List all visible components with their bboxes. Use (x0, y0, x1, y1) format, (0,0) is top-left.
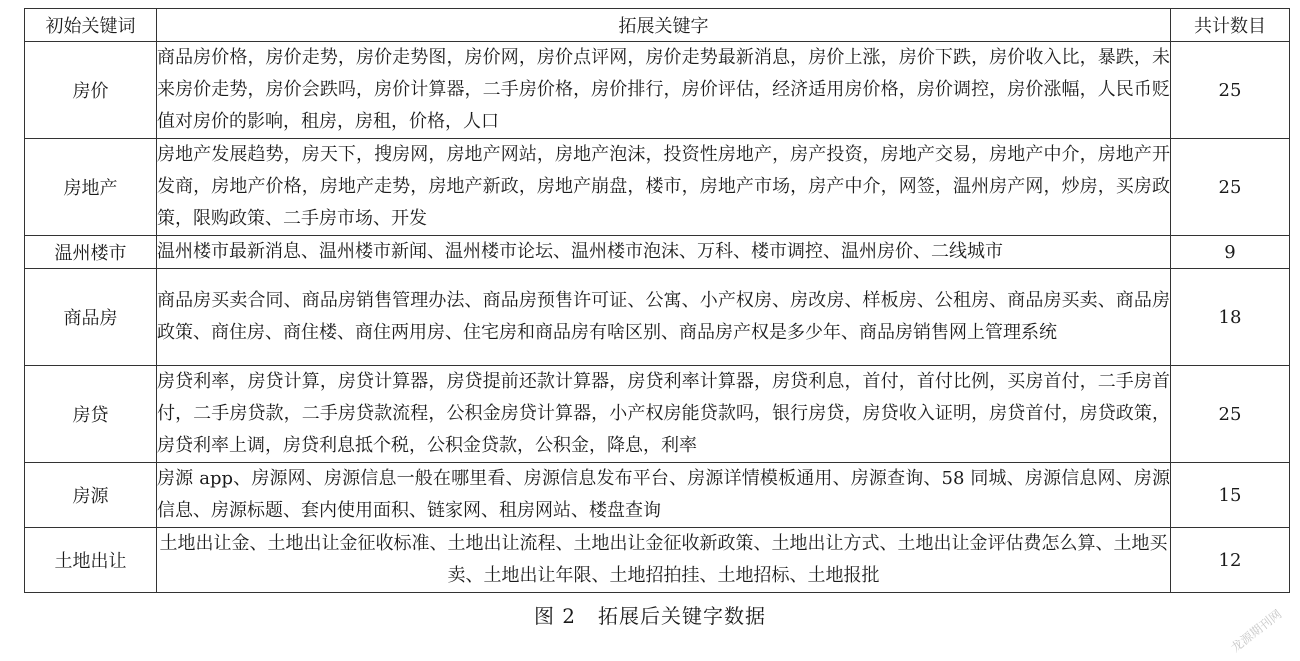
header-initial-keyword: 初始关键词 (25, 9, 157, 42)
figure-caption (0, 600, 1300, 629)
extended-keywords-cell: 土地出让金、土地出让金征收标准、土地出让流程、土地出让金征收新政策、土地出让方式、土地出让金评估费怎么算、土地买卖、土地出让年限、土地招拍挂、土地招标、土地报批 (157, 528, 1171, 593)
count-cell: 12 (1171, 528, 1290, 593)
extended-keywords-cell: 房源 app、房源网、房源信息一般在哪里看、房源信息发布平台、房源详情模板通用、房源查询、58 同城、房源信息网、房源信息、房源标题、套内使用面积、链家网、租房网站、楼盘查询 (157, 463, 1171, 528)
table-row (25, 42, 1290, 139)
table-row (25, 366, 1290, 463)
initial-keyword-cell: 房贷 (25, 366, 157, 463)
initial-keyword-cell: 商品房 (25, 269, 157, 366)
table-row (25, 139, 1290, 236)
initial-keyword-cell: 房价 (25, 42, 157, 139)
extended-keywords-cell: 房地产发展趋势，房天下，搜房网，房地产网站，房地产泡沫，投资性房地产，房产投资，房地产交易，房地产中介，房地产开发商，房地产价格，房地产走势，房地产新政，房地产崩盘，楼市，房地产市场，房产中介，网签，温州房产网，炒房，买房政策，限购政策、二手房市场、开发 (157, 139, 1171, 236)
header-row (25, 9, 1290, 42)
count-cell: 15 (1171, 463, 1290, 528)
extended-keywords-cell: 商品房价格，房价走势，房价走势图，房价网，房价点评网，房价走势最新消息，房价上涨，房价下跌，房价收入比，暴跌，未来房价走势，房价会跌吗，房价计算器，二手房价格，房价排行，房价评估，经济适用房价格，房价调控，房价涨幅，人民币贬值对房价的影响，租房，房租，价格，人口 (157, 42, 1171, 139)
count-cell: 18 (1171, 269, 1290, 366)
initial-keyword-cell: 温州楼市 (25, 236, 157, 269)
initial-keyword-cell: 房源 (25, 463, 157, 528)
watermark: 龙源期刊网 (1228, 606, 1285, 655)
extended-keywords-cell: 商品房买卖合同、商品房销售管理办法、商品房预售许可证、公寓、小产权房、房改房、样板房、公租房、商品房买卖、商品房政策、商住房、商住楼、商住两用房、住宅房和商品房有啥区别、商品房产权是多少年、商品房销售网上管理系统 (157, 269, 1171, 366)
header-extended-keywords: 拓展关键字 (157, 9, 1171, 42)
table-row (25, 463, 1290, 528)
table-row (25, 236, 1290, 269)
figure-number: 图 2 (533, 604, 577, 628)
extended-keywords-cell: 温州楼市最新消息、温州楼市新闻、温州楼市论坛、温州楼市泡沫、万科、楼市调控、温州房价、二线城市 (157, 236, 1171, 269)
count-cell: 25 (1171, 42, 1290, 139)
header-count: 共计数目 (1171, 9, 1290, 42)
count-cell: 9 (1171, 236, 1290, 269)
extended-keywords-cell: 房贷利率，房贷计算，房贷计算器，房贷提前还款计算器，房贷利率计算器，房贷利息，首付，首付比例，买房首付，二手房首付，二手房贷款，二手房贷款流程，公积金房贷计算器，小产权房能贷款吗，银行房贷，房贷收入证明，房贷首付，房贷政策，房贷利率上调，房贷利息抵个税，公积金贷款，公积金，降息，利率 (157, 366, 1171, 463)
table-row (25, 269, 1290, 366)
initial-keyword-cell: 土地出让 (25, 528, 157, 593)
count-cell: 25 (1171, 139, 1290, 236)
table-row (25, 528, 1290, 593)
keyword-table (24, 8, 1290, 593)
count-cell: 25 (1171, 366, 1290, 463)
figure-title: 拓展后关键字数据 (598, 604, 767, 628)
initial-keyword-cell: 房地产 (25, 139, 157, 236)
